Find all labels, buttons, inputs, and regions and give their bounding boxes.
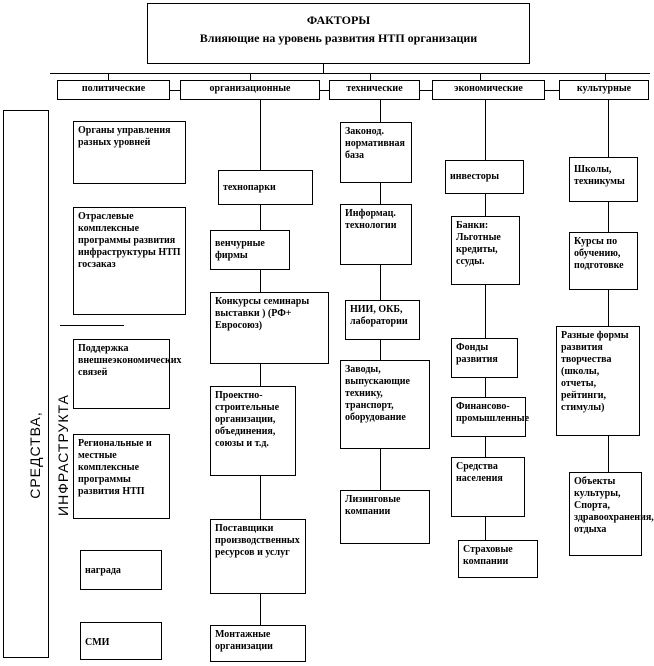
connector-line	[320, 90, 329, 91]
connector-line	[545, 90, 559, 91]
connector-line	[605, 73, 606, 80]
connector-line	[108, 73, 109, 80]
economic-box: Страховые компании	[458, 540, 538, 578]
economic-box: Банки: Льготные кредиты, ссуды.	[451, 216, 520, 285]
political-box: Отраслевые комплексные программы развития инфраструктуры НТП госзаказ	[73, 207, 186, 315]
cultural-box: Объекты культуры, Спорта, здравоохранения, отдыха	[569, 472, 642, 556]
header-box	[147, 3, 530, 64]
connector-line	[420, 90, 432, 91]
cultural-box: Разные формы развития творчества (школы, отчеты, рейтинги, стимулы)	[556, 326, 640, 436]
technical-box: Информац. технологии	[340, 204, 412, 265]
cultural-box: Школы, техникумы	[569, 157, 638, 202]
economic-box: Фонды развития	[451, 338, 518, 378]
connector-line	[60, 325, 124, 326]
category-organizational: организационные	[180, 80, 320, 100]
category-technical: технические	[329, 80, 420, 100]
political-box: Региональные и местные комплексные программы развития НТП	[73, 434, 170, 519]
economic-box: инвесторы	[445, 160, 524, 194]
connector-line	[370, 73, 371, 80]
political-box: Органы управления разных уровней	[73, 121, 186, 184]
header-subtitle: Влияющие на уровень развития НТП организации	[199, 31, 478, 45]
political-box: Поддержка внешнеэкономических связей	[73, 339, 170, 409]
political-box: награда	[80, 550, 162, 590]
organizational-box: Поставщики производственных ресурсов и услуг	[210, 519, 306, 594]
category-economic: экономические	[432, 80, 545, 100]
organizational-box: венчурные фирмы	[210, 230, 290, 270]
economic-box: Финансово-промышленные	[451, 397, 526, 437]
political-box: СМИ	[80, 622, 162, 660]
connector-line	[250, 73, 251, 80]
connector-line	[170, 90, 180, 91]
cultural-box: Курсы по обучению, подготовке	[569, 232, 638, 290]
organizational-box: технопарки	[218, 170, 313, 205]
header-title: ФАКТОРЫ	[306, 13, 371, 27]
side-infrastructure-box	[3, 110, 71, 658]
organizational-box: Конкурсы семинары выставки ) (РФ+ Евросоюз)	[210, 292, 329, 364]
connector-line	[323, 64, 324, 73]
technical-box: Законод. нормативная база	[340, 122, 412, 183]
category-cultural: культурные	[559, 80, 649, 100]
organizational-box: Проектно-строительные организации, объединения, союзы и т.д.	[210, 386, 296, 476]
technical-box: Лизинговые компании	[340, 490, 430, 544]
connector-line	[50, 73, 650, 74]
technical-box: НИИ, ОКБ, лаборатории	[345, 300, 420, 340]
side-label: СРЕДСТВА, ИНФРАСТРУКТА	[27, 394, 71, 516]
technical-box: Заводы, выпускающие технику, транспорт, оборудование	[340, 360, 430, 449]
category-political: политические	[57, 80, 170, 100]
connector-line	[480, 73, 481, 80]
organizational-box: Монтажные организации	[210, 625, 306, 662]
economic-box: Средства населения	[451, 457, 525, 517]
